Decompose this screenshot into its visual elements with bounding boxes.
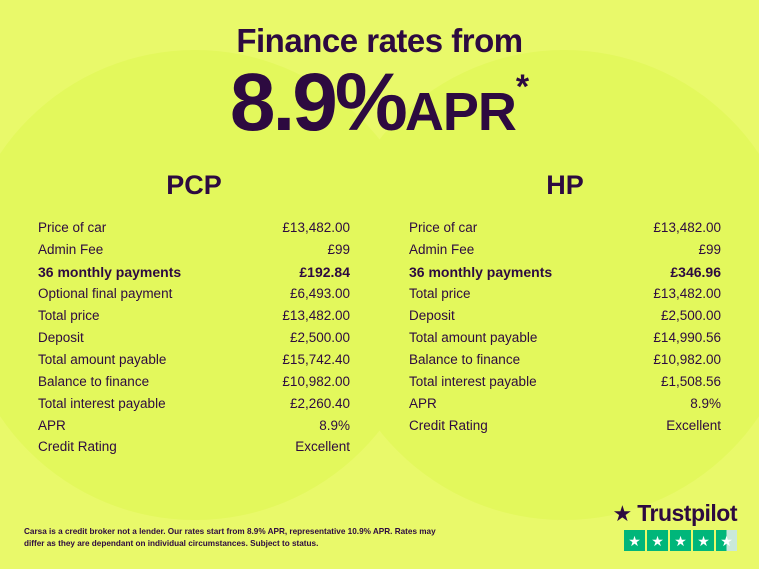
trustpilot-star-icon: ★	[612, 500, 633, 526]
table-row	[38, 217, 350, 239]
row-label: 36 monthly payments	[409, 263, 553, 280]
row-label: Total interest payable	[409, 373, 537, 389]
pcp-rows	[24, 217, 364, 458]
trustpilot-rating	[612, 500, 737, 551]
table-row	[38, 415, 350, 437]
table-row	[409, 305, 721, 327]
star-icon: ★	[693, 530, 714, 551]
row-value: £192.84	[299, 263, 350, 280]
table-row	[409, 283, 721, 305]
row-label: Total price	[409, 286, 471, 302]
row-label: Credit Rating	[409, 417, 488, 433]
row-value: £10,982.00	[282, 373, 350, 389]
row-value: £1,508.56	[660, 373, 721, 389]
row-label: Credit Rating	[38, 439, 117, 455]
row-value: 8.9%	[690, 395, 721, 411]
star-icon: ★	[670, 530, 691, 551]
row-label: Admin Fee	[409, 241, 475, 257]
row-label: Total amount payable	[38, 351, 167, 367]
finance-column-hp	[395, 170, 735, 458]
row-label: Balance to finance	[38, 373, 150, 389]
trustpilot-wordmark: Trustpilot	[637, 500, 737, 526]
row-value: £13,482.00	[653, 286, 721, 302]
legal-disclaimer: Carsa is a credit broker not a lender. Our rates start from 8.9% APR, representative 10.9% APR. Rates may differ as they are dependant on individual circumstances. Subject to status.	[24, 526, 436, 549]
row-value: £15,742.40	[282, 351, 350, 367]
table-row	[409, 239, 721, 261]
row-label: Optional final payment	[38, 286, 173, 302]
table-row	[38, 261, 350, 284]
table-row	[409, 261, 721, 284]
rate-asterisk: *	[515, 68, 530, 106]
table-row	[409, 415, 721, 437]
row-value: £99	[327, 241, 350, 257]
star-icon: ★	[624, 530, 645, 551]
rate-unit: APR	[404, 82, 516, 142]
trustpilot-stars	[612, 530, 737, 551]
table-row	[38, 305, 350, 327]
row-value: £2,500.00	[660, 308, 721, 324]
column-title-pcp: PCP	[166, 170, 222, 200]
row-value: £14,990.56	[653, 330, 721, 346]
row-value: £346.96	[670, 263, 721, 280]
row-label: Deposit	[38, 330, 84, 346]
row-value: £10,982.00	[653, 351, 721, 367]
table-row	[38, 283, 350, 305]
rate-value: 8.9%	[229, 57, 405, 148]
row-value: 8.9%	[319, 417, 350, 433]
row-value: Excellent	[666, 417, 721, 433]
row-value: £13,482.00	[653, 220, 721, 235]
row-label: Price of car	[38, 220, 107, 235]
star-icon: ★	[647, 530, 668, 551]
row-label: APR	[409, 395, 437, 411]
table-row	[38, 436, 350, 458]
table-row	[38, 239, 350, 261]
table-row	[38, 371, 350, 393]
row-value: £13,482.00	[282, 308, 350, 324]
row-label: Total amount payable	[409, 330, 538, 346]
row-label: Total price	[38, 308, 100, 324]
row-value: £6,493.00	[289, 286, 350, 302]
row-label: Price of car	[409, 220, 478, 235]
table-row	[409, 349, 721, 371]
table-row	[409, 217, 721, 239]
column-title-hp: HP	[546, 170, 584, 200]
row-value: £2,500.00	[289, 330, 350, 346]
row-label: 36 monthly payments	[38, 263, 182, 280]
row-label: Admin Fee	[38, 241, 104, 257]
finance-column-pcp	[24, 170, 364, 458]
headline-rate	[0, 57, 759, 148]
row-label: Deposit	[409, 308, 455, 324]
row-label: Balance to finance	[409, 351, 521, 367]
table-row	[409, 371, 721, 393]
finance-comparison	[0, 144, 759, 458]
table-row	[38, 393, 350, 415]
table-row	[409, 327, 721, 349]
row-value: £13,482.00	[282, 220, 350, 235]
row-value: Excellent	[295, 439, 350, 455]
row-value: £2,260.40	[289, 395, 350, 411]
table-row	[409, 393, 721, 415]
table-row	[38, 327, 350, 349]
row-label: APR	[38, 417, 66, 433]
page-title: Finance rates from	[236, 22, 523, 59]
hp-rows	[395, 217, 735, 436]
table-row	[38, 349, 350, 371]
row-value: £99	[698, 241, 721, 257]
half-star-icon: ★	[716, 530, 737, 551]
trustpilot-logo	[612, 500, 737, 527]
row-label: Total interest payable	[38, 395, 166, 411]
